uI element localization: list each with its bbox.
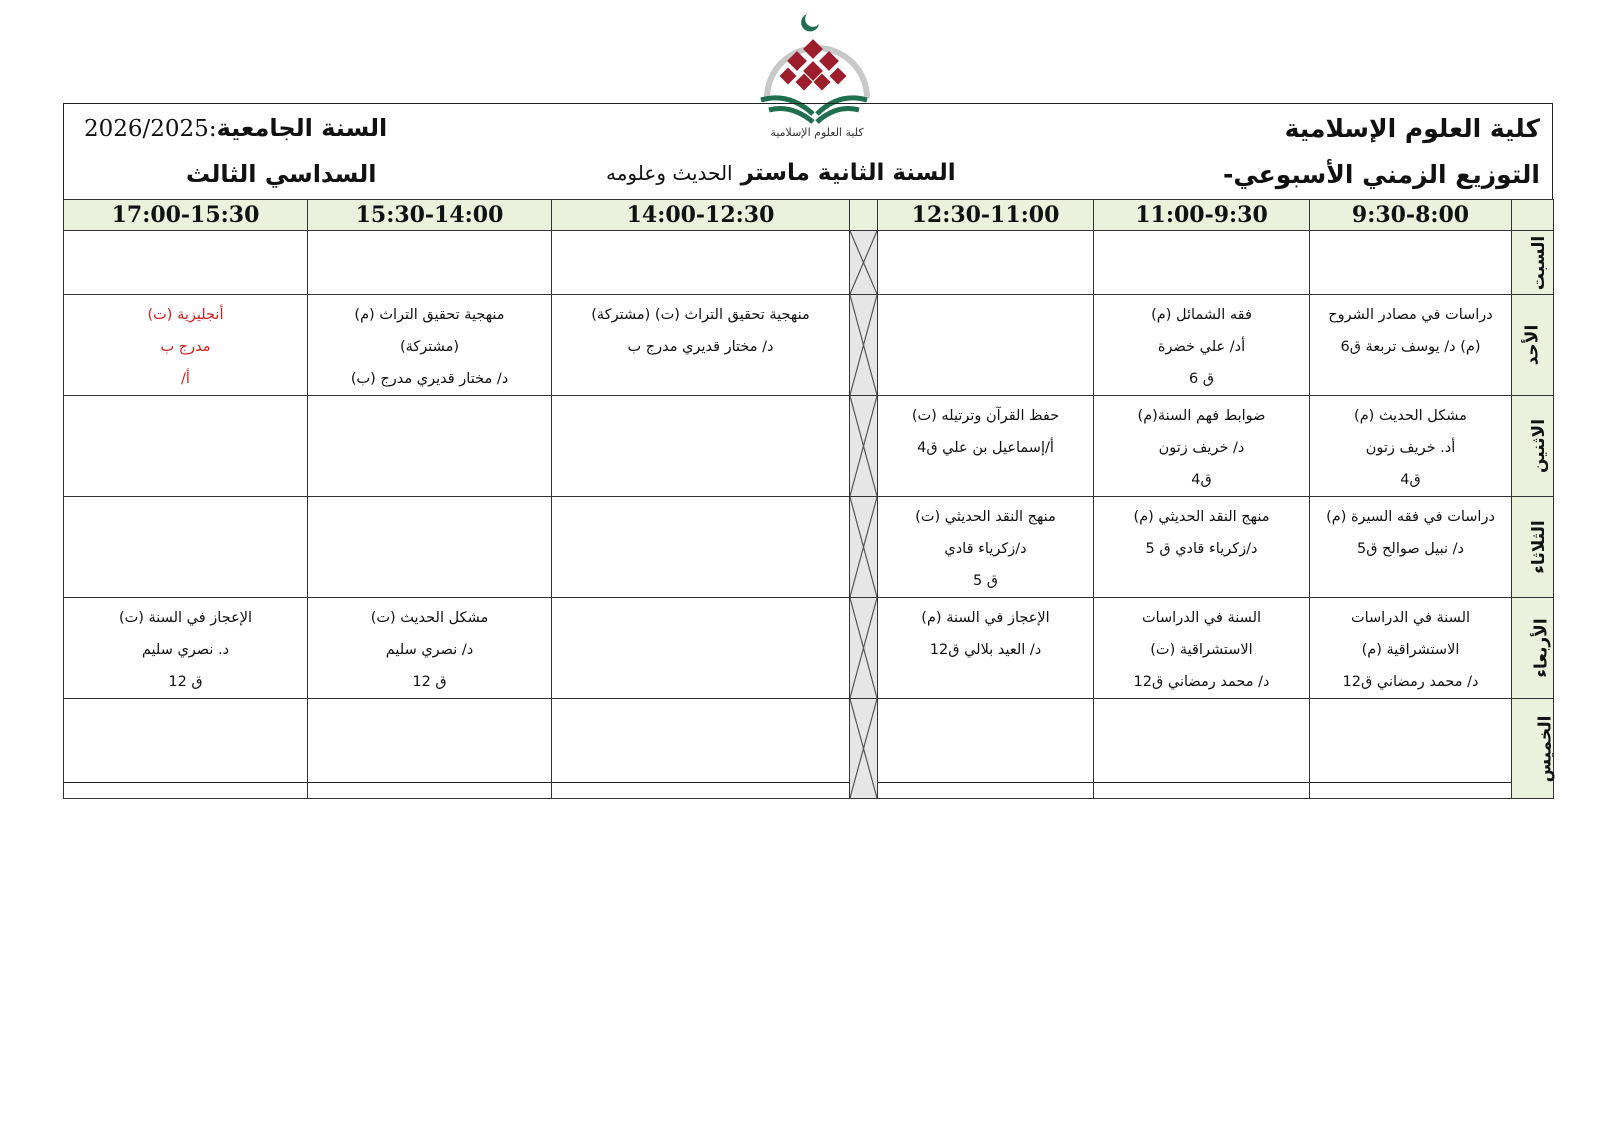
day-row	[64, 295, 1554, 396]
academic-year-label: السنة الجامعية	[216, 114, 388, 142]
schedule-cell	[1094, 598, 1310, 699]
schedule-cell	[308, 497, 552, 598]
schedule-cell	[308, 231, 552, 295]
schedule-cell	[878, 497, 1094, 598]
time-slot-header: 17:00-15:30	[64, 200, 308, 231]
day-label: السبت	[1529, 235, 1550, 290]
day-row	[64, 598, 1554, 699]
day-label-cell	[1512, 598, 1554, 699]
cell-line: د/ نصري سليم	[385, 642, 474, 658]
cell-line: أد/ علي خضرة	[1157, 339, 1246, 355]
day-label: الثلاثاء	[1528, 520, 1549, 574]
cell-line: ق4	[1191, 472, 1212, 488]
day-row	[64, 396, 1554, 497]
schedule-cell	[1094, 295, 1310, 396]
schedule-cell	[878, 295, 1094, 396]
break-cell	[850, 497, 878, 598]
time-header-row	[64, 200, 1554, 231]
break-cell	[850, 295, 878, 396]
day-label-cell	[1512, 231, 1554, 295]
cell-line: مدرج ب	[160, 339, 211, 355]
schedule-cell	[1310, 699, 1512, 799]
schedule-cell	[552, 231, 850, 295]
cell-line: فقه الشمائل (م)	[1151, 307, 1252, 323]
day-label-cell	[1512, 699, 1554, 799]
cell-line: منهج النقد الحديثي (ت)	[915, 509, 1056, 525]
schedule-cell	[64, 598, 308, 699]
cell-line: الإعجاز في السنة (ت)	[118, 610, 253, 626]
time-slot-header: 15:30-14:00	[308, 200, 552, 231]
program-title	[606, 160, 956, 186]
cell-line: د/زكرياء قادي	[944, 541, 1027, 557]
cell-line: (مشتركة)	[399, 339, 460, 355]
cell-line: السنة في الدراسات	[1350, 610, 1471, 626]
cell-line: د/ مختار قديري مدرج ب	[627, 339, 774, 355]
schedule-cell	[552, 598, 850, 699]
cell-line: مشكل الحديث (م)	[1354, 408, 1467, 424]
schedule-cell	[1310, 396, 1512, 497]
schedule-cell	[1310, 295, 1512, 396]
cell-line: أ/	[181, 371, 190, 387]
schedule-cell	[552, 699, 850, 799]
cell-line: السنة في الدراسات	[1141, 610, 1262, 626]
academic-year-value: :2026/2025	[84, 116, 217, 142]
schedule-cell	[64, 497, 308, 598]
day-label: الاثنين	[1529, 418, 1550, 474]
schedule-cell	[1310, 231, 1512, 295]
cell-line: ق 5	[972, 573, 999, 589]
cell-line: دراسات في فقه السيرة (م)	[1326, 509, 1495, 525]
cell-line: مشكل الحديث (ت)	[370, 610, 489, 626]
cell-line: ق4	[1400, 472, 1421, 488]
break-cell	[850, 598, 878, 699]
time-slot-header: 9:30-8:00	[1310, 200, 1512, 231]
day-label: الأربعاء	[1531, 618, 1552, 678]
program-bold: السنة الثانية ماستر	[740, 160, 956, 186]
schedule-cell	[1310, 598, 1512, 699]
day-label: الأحد	[1522, 324, 1543, 366]
cell-line: د/ نبيل صوالح ق5	[1356, 541, 1465, 557]
cell-line: أنجليزية (ت)	[147, 307, 224, 323]
schedule-cell	[64, 396, 308, 497]
cell-line: حفظ القرآن وترتيله (ت)	[911, 408, 1060, 424]
cell-line: أ/إسماعيل بن علي ق4	[917, 440, 1054, 456]
cell-line: ق 6	[1188, 371, 1215, 387]
time-slot-header: 14:00-12:30	[552, 200, 850, 231]
break-cell	[850, 231, 878, 295]
schedule-cell	[308, 396, 552, 497]
schedule-cell	[308, 699, 552, 799]
cell-line: د/ محمد رمضاني ق12	[1342, 674, 1479, 690]
logo-caption: كلية العلوم الإسلامية	[770, 126, 864, 139]
schedule-cell	[1094, 699, 1310, 799]
schedule-cell	[552, 497, 850, 598]
break-cell	[850, 699, 878, 799]
cell-line: د/زكرياء قادي ق 5	[1145, 541, 1258, 557]
time-slot-header: 11:00-9:30	[1094, 200, 1310, 231]
program-rest: الحديث وعلومه	[606, 161, 733, 185]
weekly-schedule-table	[63, 199, 1554, 799]
schedule-cell	[64, 699, 308, 799]
schedule-cell	[308, 598, 552, 699]
cell-line: أد. خريف زتون	[1365, 440, 1456, 456]
cell-line: د. نصري سليم	[141, 642, 230, 658]
schedule-cell	[308, 295, 552, 396]
schedule-cell	[878, 396, 1094, 497]
day-row	[64, 497, 1554, 598]
cell-line: ق 12	[412, 674, 447, 690]
cell-line: ضوابط فهم السنة(م)	[1137, 408, 1266, 424]
break-cell	[850, 396, 878, 497]
day-label-cell	[1512, 396, 1554, 497]
schedule-cell	[64, 295, 308, 396]
cell-line: الإعجاز في السنة (م)	[921, 610, 1050, 626]
cell-line: الاستشراقية (ت)	[1150, 642, 1253, 658]
cell-line: منهجية تحقيق التراث (ت) (مشتركة)	[591, 307, 810, 323]
day-row	[64, 699, 1554, 799]
cell-line: د/ محمد رمضاني ق12	[1133, 674, 1270, 690]
schedule-cell	[878, 231, 1094, 295]
cell-line: (م) د/ يوسف تربعة ق6	[1340, 339, 1481, 355]
cell-line: د/ خريف زتون	[1158, 440, 1245, 456]
schedule-cell	[64, 231, 308, 295]
schedule-cell	[1094, 231, 1310, 295]
cell-line: د/ مختار قديري مدرج (ب)	[350, 371, 509, 387]
day-header-corner	[1512, 200, 1554, 231]
time-slot-header: 12:30-11:00	[878, 200, 1094, 231]
cell-line: د/ العيد بلالي ق12	[929, 642, 1042, 658]
schedule-cell	[1094, 396, 1310, 497]
schedule-cell	[552, 396, 850, 497]
break-header	[850, 200, 878, 231]
semester-title: السداسي الثالث	[186, 160, 377, 188]
day-label-cell	[1512, 295, 1554, 396]
day-label: الخميس	[1535, 715, 1556, 782]
schedule-title: التوزيع الزمني الأسبوعي-	[1223, 160, 1540, 189]
schedule-cell	[878, 598, 1094, 699]
cell-line: منهجية تحقيق التراث (م)	[354, 307, 505, 323]
academic-year	[84, 114, 387, 142]
cell-line: دراسات في مصادر الشروح	[1328, 307, 1493, 323]
day-row	[64, 231, 1554, 295]
college-name: كلية العلوم الإسلامية	[1284, 114, 1540, 143]
schedule-cell	[1310, 497, 1512, 598]
schedule-cell	[552, 295, 850, 396]
cell-line: منهج النقد الحديثي (م)	[1133, 509, 1270, 525]
cell-line: الاستشراقية (م)	[1361, 642, 1460, 658]
cell-line: ق 12	[168, 674, 203, 690]
day-label-cell	[1512, 497, 1554, 598]
schedule-cell	[1094, 497, 1310, 598]
schedule-cell	[878, 699, 1094, 799]
